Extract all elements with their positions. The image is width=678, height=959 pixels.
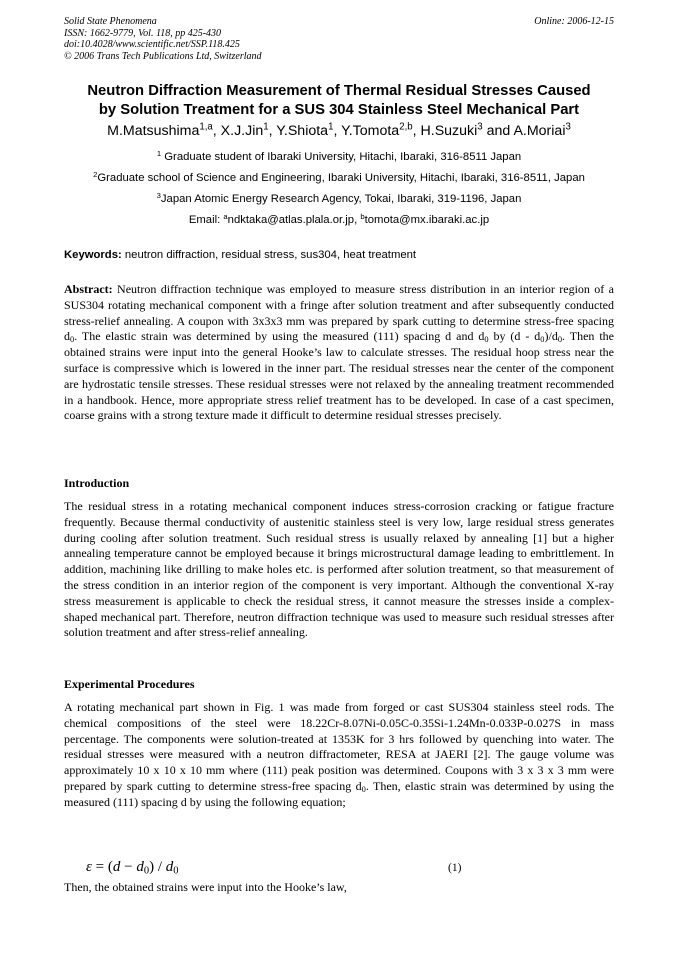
affiliation-mark: 3 (156, 190, 161, 200)
online-date: Online: 2006-12-15 (534, 16, 614, 27)
doi-line: doi:10.4028/www.scientific.net/SSP.118.425 (64, 39, 240, 50)
eq-minus: − (120, 859, 137, 875)
abstract-text: by (d - d (488, 329, 541, 344)
subscript: 0 (540, 335, 545, 345)
email-line (20, 213, 658, 227)
author-affiliation-mark: 1 (328, 121, 334, 133)
eq-d0: d (136, 859, 144, 875)
author (107, 123, 221, 139)
affiliation-text: Graduate school of Science and Engineering, Ibaraki University, Hitachi, Ibaraki, 316-8511, Japan (97, 172, 585, 184)
eq-d0-denominator: d (165, 859, 174, 875)
email-b[interactable]: tomota@mx.ibaraki.ac.jp (364, 214, 490, 226)
eq-d: d (112, 859, 121, 875)
keywords-label: Keywords: (64, 249, 122, 261)
journal-header (64, 16, 262, 62)
author-name: A.Moriai (513, 123, 566, 139)
author (341, 123, 420, 139)
email-label: Email: (188, 214, 224, 226)
paper-title (40, 82, 638, 120)
author (513, 123, 570, 139)
experimental-heading: Experimental Procedures (64, 677, 195, 691)
email-mark-b: b (360, 211, 365, 221)
author-affiliation-mark: 1,a (199, 121, 213, 133)
equation-1 (86, 859, 179, 876)
introduction-text: The residual stress in a rotating mechanical component induces stress-corrosion cracking or fatigue fracture frequently. Because thermal conductivity of austenitic stainless steel is very low, large residual stress generates during cooling after solution treatment. Such residual stress is usually relaxed by annealing [1] but a higher annealing temperature cannot be employed because it brings microstructural damage leading to embrittlement. In addition, machining like drilling to make holes etc. is performed after solution treatment, so that measurement of the stress condition in an interior region of the component is very important. Although the conventional X-ray stress measurement is applicable to check the residual stress, it cannot measure the stresses inside a complex-shaped mechanical part. Therefore, neutron diffraction technique was used to measure such residual stresses after solution treatment and after stress-relief annealing. (64, 499, 614, 640)
experimental-text-part: . Then, elastic strain was determined by using the measured (111) spacing d by using the following equation; (64, 778, 614, 809)
affiliation-text: Graduate student of Ibaraki University, Hitachi, Ibaraki, 316-8511 Japan (161, 151, 522, 163)
author (276, 123, 341, 139)
email-separator: , (354, 214, 361, 226)
eq-sub0: 0 (173, 865, 179, 877)
affiliation-text: Japan Atomic Energy Research Agency, Tokai, Ibaraki, 319-1196, Japan (160, 193, 522, 205)
experimental-text-part: A rotating mechanical part shown in Fig. 1 was made from forged or cast SUS304 stainless steel rods. The chemical compositions of the steel were 18.22Cr-8.07Ni-0.05C-0.35Si-1.24Mn-0.033P-0.027S in mass percentage. The components were solution-treated at 1353K for 3 hrs followed by quenching into water. The residual stresses were measured with a neutron diffractometer, RESA at JAERI [2]. The gauge volume was approximately 10 x 10 x 10 mm where (111) peak position was determined. Coupons with 3 x 3 x 3 mm were prepared by spark cutting to determine stress-free spacing d (64, 700, 614, 793)
author-affiliation-mark: 2,b (399, 121, 413, 133)
author-name: Y.Tomota (341, 123, 400, 139)
author-affiliation-mark: 3 (565, 121, 571, 133)
author-affiliation-mark: 1 (263, 121, 269, 133)
eq-equals: = ( (91, 859, 113, 875)
affiliation-2 (20, 171, 658, 185)
author (421, 123, 514, 139)
author-affiliation-mark: 3 (477, 121, 483, 133)
title-line-1: Neutron Diffraction Measurement of Thermal Residual Stresses Caused (87, 83, 591, 99)
abstract (64, 282, 614, 424)
after-equation-text: Then, the obtained strains were input into the Hooke’s law, (64, 880, 347, 894)
author-list (20, 122, 658, 140)
eq-divide: ) / (149, 859, 166, 875)
equation-number: (1) (448, 862, 462, 874)
email-mark-a: a (223, 211, 228, 221)
introduction-heading: Introduction (64, 476, 130, 490)
eq-sub0: 0 (143, 865, 150, 877)
email-a[interactable]: ndktaka@atlas.plala.or.jp (227, 214, 355, 226)
journal-name: Solid State Phenomena (64, 16, 157, 27)
abstract-text: )/d (544, 329, 558, 344)
title-line-2: by Solution Treatment for a SUS 304 Stainless Steel Mechanical Part (98, 102, 580, 118)
abstract-text: Neutron diffraction technique was employed to measure stress distribution in an interior region of a SUS304 rotating mechanical component with a fringe after solution treatment and after subsequently conducted stress-relief annealing. A coupon with 3x3x3 mm was prepared by spark cutting to determine stress-free spacing d (64, 282, 614, 344)
author-name: M.Matsushima (107, 123, 200, 139)
abstract-label: Abstract: (64, 282, 113, 296)
author-name: H.Suzuki (420, 123, 478, 139)
author-separator: , (212, 123, 221, 139)
keywords (64, 249, 416, 261)
author-separator: , (268, 123, 277, 139)
subscript: 0 (484, 335, 489, 345)
author-separator: and (482, 123, 514, 139)
eq-epsilon: ε (86, 859, 92, 875)
keywords-text: neutron diffraction, residual stress, sus304, heat treatment (121, 249, 417, 261)
author-separator: , (412, 123, 421, 139)
subscript: 0 (361, 785, 366, 795)
abstract-text: . The elastic strain was determined by using the measured (111) spacing d and d (74, 329, 485, 344)
affiliation-mark: 1 (156, 148, 162, 158)
subscript: 0 (70, 335, 75, 345)
subscript: 0 (557, 335, 563, 345)
author-separator: , (333, 123, 342, 139)
affiliation-3 (20, 192, 658, 206)
issn-line: ISSN: 1662-9779, Vol. 118, pp 425-430 (64, 27, 222, 39)
author (221, 123, 277, 139)
experimental-text (64, 700, 614, 811)
author-name: Y.Shiota (276, 123, 329, 139)
affiliation-1 (20, 150, 658, 164)
abstract-text: . Then the obtained strains were input into the general Hooke’s law to calculate stresses. The residual hoop stress near the surface is compressive which is lowered in the inner part. The residual stresses near the center of the component are hydrostatic tensile stresses. These residual stresses were not relaxed by the annealing treatment recommended in a handbook. Hence, more appropriate stress relief treatment has to be developed. In case of a cast specimen, coarse grains with a strong texture made it difficult to determine residual stresses precisely. (64, 329, 614, 423)
copyright-line: © 2006 Trans Tech Publications Ltd, Switzerland (64, 50, 262, 62)
affiliation-mark: 2 (93, 169, 98, 179)
author-name: X.J.Jin (220, 123, 264, 139)
